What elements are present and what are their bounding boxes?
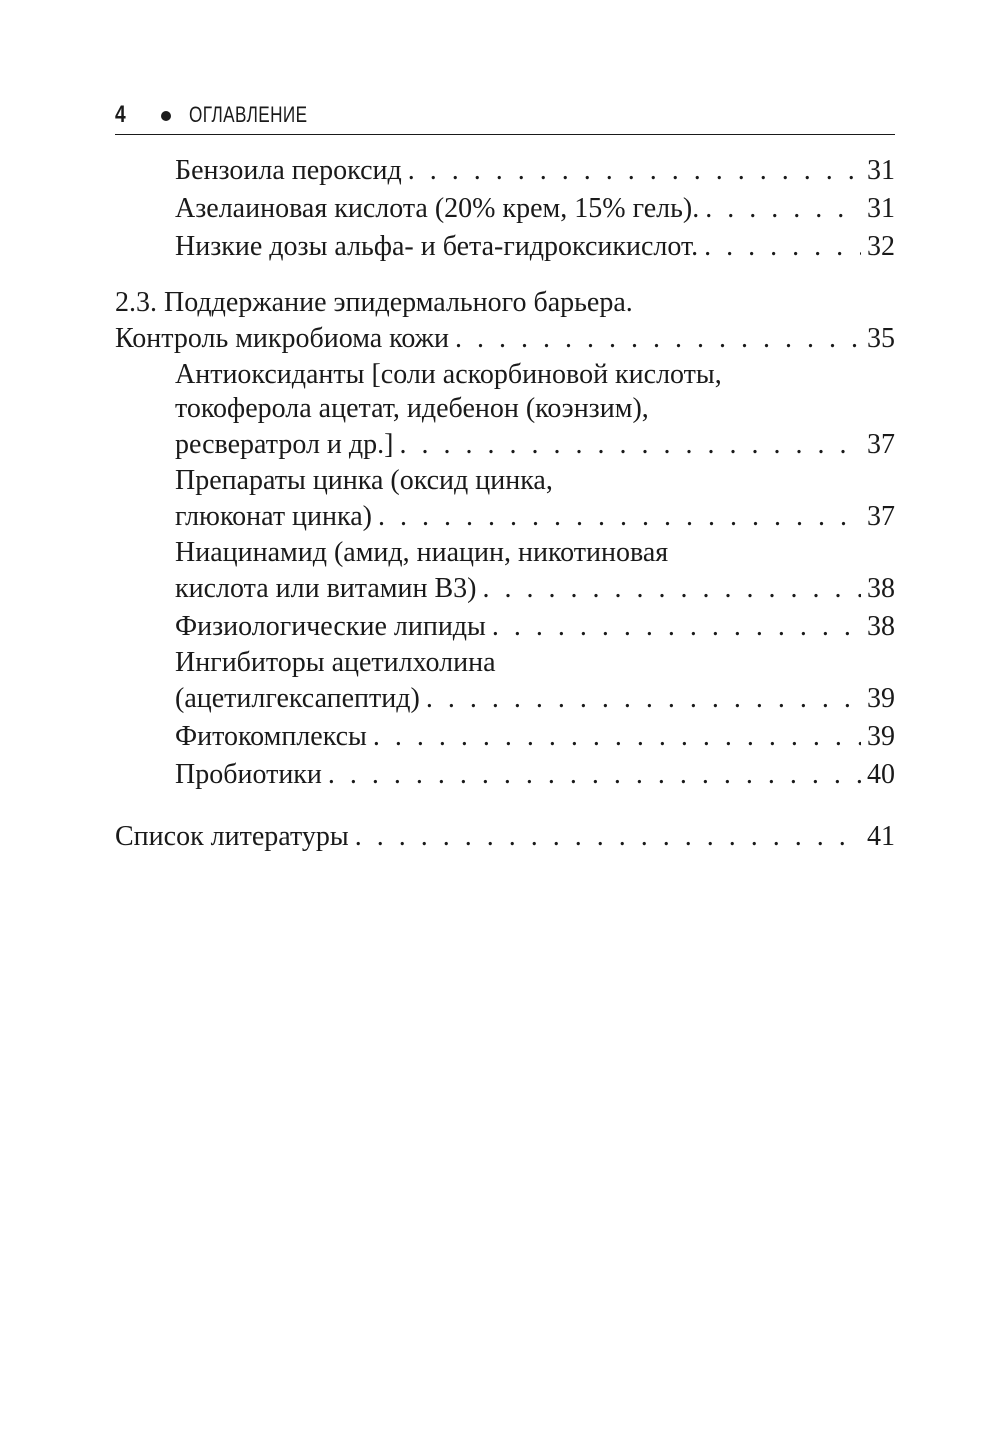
toc-entry-title: Фитокомплексы: [175, 721, 367, 752]
toc-entry[interactable]: [175, 646, 895, 718]
toc-section-entry[interactable]: [115, 286, 895, 358]
dot-leader: [482, 570, 861, 608]
header-divider: [115, 134, 895, 135]
toc-entry-title-line: токоферола ацетат, идебенон (коэнзим),: [175, 393, 649, 424]
toc-entry[interactable]: [175, 228, 895, 266]
dot-leader: [378, 498, 861, 536]
toc-page-number: 39: [867, 721, 895, 752]
dot-leader: [455, 320, 861, 358]
toc-entry[interactable]: [175, 608, 895, 646]
toc-page-number: 31: [867, 193, 895, 224]
toc-entry-title: Низкие дозы альфа- и бета-гидроксикислот.: [175, 231, 699, 262]
toc-entry[interactable]: [175, 464, 895, 536]
dot-leader: [492, 608, 861, 646]
dot-leader: [355, 818, 861, 856]
toc-page-number: 38: [867, 611, 895, 642]
dot-leader: [705, 190, 861, 228]
toc-entry-title-line: Препараты цинка (оксид цинка,: [175, 465, 553, 496]
toc-entry-title: (ацетилгексапептид): [175, 683, 420, 714]
dot-leader: [328, 756, 861, 794]
toc-section-entry[interactable]: [115, 818, 895, 856]
bullet-icon: [161, 111, 171, 121]
toc-page-number: 40: [867, 759, 895, 790]
toc-page-number: 39: [867, 683, 895, 714]
toc-entry-title: Контроль микробиома кожи: [115, 323, 449, 354]
toc-page-number: 38: [867, 573, 895, 604]
toc-page-number: 32: [867, 231, 895, 262]
table-of-contents: [115, 152, 895, 856]
toc-entry-title: Список литературы: [115, 821, 349, 852]
toc-entry[interactable]: [175, 358, 895, 464]
toc-entry[interactable]: [175, 756, 895, 794]
toc-page-number: 37: [867, 429, 895, 460]
dot-leader: [704, 228, 861, 266]
toc-entry-title: глюконат цинка): [175, 501, 372, 532]
toc-entry-title: кислота или витамин B3): [175, 573, 477, 604]
page-number: 4: [115, 101, 126, 128]
dot-leader: [399, 426, 861, 464]
toc-entry-title: Бензоила пероксид: [175, 155, 402, 186]
toc-entry[interactable]: [175, 190, 895, 228]
toc-page-number: 31: [867, 155, 895, 186]
running-header-title: ОГЛАВЛЕНИЕ: [189, 102, 308, 127]
toc-page-number: 35: [867, 323, 895, 354]
dot-leader: [373, 718, 861, 756]
toc-entry-title-line: 2.3. Поддержание эпидермального барьера.: [115, 287, 633, 318]
toc-entry-title: ресвератрол и др.]: [175, 429, 394, 460]
toc-entry-title-line: Ингибиторы ацетилхолина: [175, 647, 496, 678]
toc-entry-title: Пробиотики: [175, 759, 322, 790]
toc-entry-title: Азелаиновая кислота (20% крем, 15% гель).: [175, 193, 700, 224]
running-header: [115, 98, 895, 134]
toc-entry-title-line: Антиоксиданты [соли аскорбиновой кислоты,: [175, 359, 722, 390]
toc-entry[interactable]: [175, 152, 895, 190]
toc-page-number: 37: [867, 501, 895, 532]
toc-page-number: 41: [867, 821, 895, 852]
toc-entry-title-line: Ниацинамид (амид, ниацин, никотиновая: [175, 537, 669, 568]
toc-entry[interactable]: [175, 536, 895, 608]
toc-entry-title: Физиологические липиды: [175, 611, 486, 642]
dot-leader: [426, 680, 861, 718]
dot-leader: [408, 152, 861, 190]
toc-entry[interactable]: [175, 718, 895, 756]
